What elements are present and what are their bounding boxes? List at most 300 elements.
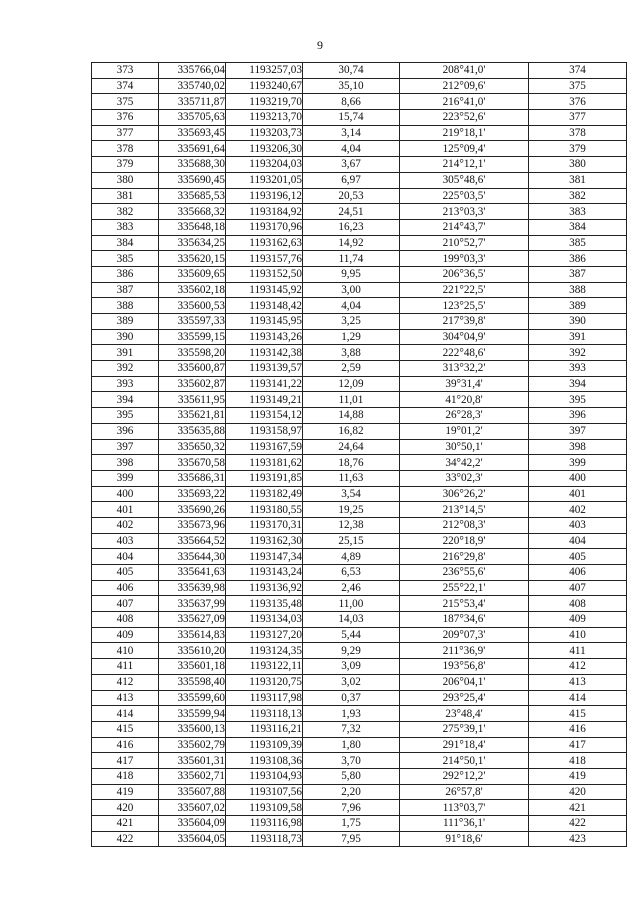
distance-cell: 25,15 [303, 533, 400, 549]
y-coordinate-cell: 1193154,12 [226, 408, 303, 424]
distance-cell: 7,96 [303, 800, 400, 816]
y-coordinate-cell: 1193170,31 [226, 517, 303, 533]
next-point-cell: 404 [529, 533, 627, 549]
table-row [92, 596, 627, 612]
point-number-cell: 376 [92, 110, 159, 126]
bearing-cell: 199°03,3' [400, 251, 529, 267]
point-number-cell: 403 [92, 533, 159, 549]
point-number-cell: 392 [92, 361, 159, 377]
next-point-cell: 419 [529, 768, 627, 784]
bearing-cell: 219°18,1' [400, 125, 529, 141]
y-coordinate-cell: 1193191,85 [226, 470, 303, 486]
page-number: 9 [317, 38, 323, 52]
x-coordinate-cell: 335711,87 [159, 94, 226, 110]
y-coordinate-cell: 1193182,49 [226, 486, 303, 502]
point-number-cell: 420 [92, 800, 159, 816]
next-point-cell: 420 [529, 784, 627, 800]
distance-cell: 6,53 [303, 565, 400, 581]
distance-cell: 9,95 [303, 266, 400, 282]
distance-cell: 1,93 [303, 706, 400, 722]
x-coordinate-cell: 335670,58 [159, 455, 226, 471]
point-number-cell: 417 [92, 753, 159, 769]
next-point-cell: 399 [529, 455, 627, 471]
distance-cell: 3,00 [303, 282, 400, 298]
y-coordinate-cell: 1193162,63 [226, 235, 303, 251]
distance-cell: 2,59 [303, 361, 400, 377]
x-coordinate-cell: 335599,15 [159, 329, 226, 345]
x-coordinate-cell: 335685,53 [159, 188, 226, 204]
bearing-cell: 212°08,3' [400, 517, 529, 533]
table-row [92, 565, 627, 581]
point-number-cell: 384 [92, 235, 159, 251]
y-coordinate-cell: 1193143,24 [226, 565, 303, 581]
next-point-cell: 382 [529, 188, 627, 204]
x-coordinate-cell: 335598,40 [159, 674, 226, 690]
bearing-cell: 213°03,3' [400, 204, 529, 220]
y-coordinate-cell: 1193158,97 [226, 423, 303, 439]
y-coordinate-cell: 1193109,39 [226, 737, 303, 753]
next-point-cell: 417 [529, 737, 627, 753]
bearing-cell: 215°53,4' [400, 596, 529, 612]
bearing-cell: 293°25,4' [400, 690, 529, 706]
bearing-cell: 306°26,2' [400, 486, 529, 502]
x-coordinate-cell: 335644,30 [159, 549, 226, 565]
table-row [92, 486, 627, 502]
table-row [92, 329, 627, 345]
x-coordinate-cell: 335621,81 [159, 408, 226, 424]
y-coordinate-cell: 1193184,92 [226, 204, 303, 220]
table-row [92, 753, 627, 769]
bearing-cell: 30°50,1' [400, 439, 529, 455]
next-point-cell: 416 [529, 721, 627, 737]
x-coordinate-cell: 335766,04 [159, 63, 226, 79]
point-number-cell: 378 [92, 141, 159, 157]
bearing-cell: 34°42,2' [400, 455, 529, 471]
distance-cell: 0,37 [303, 690, 400, 706]
distance-cell: 4,89 [303, 549, 400, 565]
distance-cell: 14,88 [303, 408, 400, 424]
next-point-cell: 389 [529, 298, 627, 314]
bearing-cell: 223°52,6' [400, 110, 529, 126]
x-coordinate-cell: 335693,22 [159, 486, 226, 502]
table-row [92, 63, 627, 79]
distance-cell: 12,38 [303, 517, 400, 533]
next-point-cell: 412 [529, 659, 627, 675]
table-row [92, 721, 627, 737]
next-point-cell: 409 [529, 612, 627, 628]
point-number-cell: 409 [92, 627, 159, 643]
distance-cell: 12,09 [303, 376, 400, 392]
table-row [92, 674, 627, 690]
bearing-cell: 216°41,0' [400, 94, 529, 110]
table-row [92, 706, 627, 722]
point-number-cell: 383 [92, 219, 159, 235]
y-coordinate-cell: 1193122,11 [226, 659, 303, 675]
y-coordinate-cell: 1193152,50 [226, 266, 303, 282]
x-coordinate-cell: 335693,45 [159, 125, 226, 141]
table-row [92, 439, 627, 455]
x-coordinate-cell: 335598,20 [159, 345, 226, 361]
x-coordinate-cell: 335602,87 [159, 376, 226, 392]
x-coordinate-cell: 335650,32 [159, 439, 226, 455]
distance-cell: 1,29 [303, 329, 400, 345]
next-point-cell: 401 [529, 486, 627, 502]
next-point-cell: 391 [529, 329, 627, 345]
next-point-cell: 375 [529, 78, 627, 94]
point-number-cell: 391 [92, 345, 159, 361]
next-point-cell: 407 [529, 580, 627, 596]
point-number-cell: 396 [92, 423, 159, 439]
x-coordinate-cell: 335740,02 [159, 78, 226, 94]
bearing-cell: 214°43,7' [400, 219, 529, 235]
bearing-cell: 291°18,4' [400, 737, 529, 753]
x-coordinate-cell: 335601,31 [159, 753, 226, 769]
table-row [92, 141, 627, 157]
y-coordinate-cell: 1193116,98 [226, 816, 303, 832]
next-point-cell: 396 [529, 408, 627, 424]
y-coordinate-cell: 1193148,42 [226, 298, 303, 314]
point-number-cell: 419 [92, 784, 159, 800]
y-coordinate-cell: 1193257,03 [226, 63, 303, 79]
point-number-cell: 402 [92, 517, 159, 533]
point-number-cell: 386 [92, 266, 159, 282]
point-number-cell: 389 [92, 314, 159, 330]
y-coordinate-cell: 1193117,98 [226, 690, 303, 706]
bearing-cell: 193°56,8' [400, 659, 529, 675]
bearing-cell: 26°57,8' [400, 784, 529, 800]
bearing-cell: 19°01,2' [400, 423, 529, 439]
point-number-cell: 395 [92, 408, 159, 424]
table-row [92, 659, 627, 675]
y-coordinate-cell: 1193219,70 [226, 94, 303, 110]
distance-cell: 3,25 [303, 314, 400, 330]
table-row [92, 455, 627, 471]
y-coordinate-cell: 1193136,92 [226, 580, 303, 596]
next-point-cell: 403 [529, 517, 627, 533]
point-number-cell: 379 [92, 157, 159, 173]
bearing-cell: 292°12,2' [400, 768, 529, 784]
distance-cell: 18,76 [303, 455, 400, 471]
distance-cell: 4,04 [303, 298, 400, 314]
y-coordinate-cell: 1193104,93 [226, 768, 303, 784]
table-row [92, 266, 627, 282]
table-row [92, 643, 627, 659]
bearing-cell: 111°36,1' [400, 816, 529, 832]
y-coordinate-cell: 1193139,57 [226, 361, 303, 377]
bearing-cell: 304°04,9' [400, 329, 529, 345]
x-coordinate-cell: 335611,95 [159, 392, 226, 408]
y-coordinate-cell: 1193142,38 [226, 345, 303, 361]
point-number-cell: 410 [92, 643, 159, 659]
bearing-cell: 123°25,5' [400, 298, 529, 314]
next-point-cell: 381 [529, 172, 627, 188]
distance-cell: 4,04 [303, 141, 400, 157]
bearing-cell: 213°14,5' [400, 502, 529, 518]
point-number-cell: 375 [92, 94, 159, 110]
table-row [92, 800, 627, 816]
point-number-cell: 373 [92, 63, 159, 79]
next-point-cell: 374 [529, 63, 627, 79]
bearing-cell: 33°02,3' [400, 470, 529, 486]
x-coordinate-cell: 335600,87 [159, 361, 226, 377]
point-number-cell: 381 [92, 188, 159, 204]
distance-cell: 3,54 [303, 486, 400, 502]
next-point-cell: 388 [529, 282, 627, 298]
table-row [92, 376, 627, 392]
point-number-cell: 413 [92, 690, 159, 706]
point-number-cell: 406 [92, 580, 159, 596]
distance-cell: 3,88 [303, 345, 400, 361]
next-point-cell: 423 [529, 831, 627, 847]
table-row [92, 408, 627, 424]
point-number-cell: 412 [92, 674, 159, 690]
coordinates-table-body [92, 63, 627, 847]
x-coordinate-cell: 335688,30 [159, 157, 226, 173]
x-coordinate-cell: 335610,20 [159, 643, 226, 659]
x-coordinate-cell: 335602,79 [159, 737, 226, 753]
next-point-cell: 410 [529, 627, 627, 643]
next-point-cell: 413 [529, 674, 627, 690]
table-row [92, 831, 627, 847]
bearing-cell: 125°09,4' [400, 141, 529, 157]
distance-cell: 7,32 [303, 721, 400, 737]
next-point-cell: 397 [529, 423, 627, 439]
x-coordinate-cell: 335690,45 [159, 172, 226, 188]
point-number-cell: 421 [92, 816, 159, 832]
next-point-cell: 379 [529, 141, 627, 157]
next-point-cell: 398 [529, 439, 627, 455]
bearing-cell: 113°03,7' [400, 800, 529, 816]
table-row [92, 157, 627, 173]
bearing-cell: 41°20,8' [400, 392, 529, 408]
point-number-cell: 414 [92, 706, 159, 722]
x-coordinate-cell: 335597,33 [159, 314, 226, 330]
point-number-cell: 385 [92, 251, 159, 267]
bearing-cell: 220°18,9' [400, 533, 529, 549]
x-coordinate-cell: 335599,94 [159, 706, 226, 722]
x-coordinate-cell: 335648,18 [159, 219, 226, 235]
y-coordinate-cell: 1193147,34 [226, 549, 303, 565]
point-number-cell: 415 [92, 721, 159, 737]
x-coordinate-cell: 335641,63 [159, 565, 226, 581]
bearing-cell: 255°22,1' [400, 580, 529, 596]
table-row [92, 627, 627, 643]
table-row [92, 517, 627, 533]
bearing-cell: 26°28,3' [400, 408, 529, 424]
x-coordinate-cell: 335609,65 [159, 266, 226, 282]
bearing-cell: 211°36,9' [400, 643, 529, 659]
distance-cell: 11,01 [303, 392, 400, 408]
bearing-cell: 206°04,1' [400, 674, 529, 690]
x-coordinate-cell: 335601,18 [159, 659, 226, 675]
next-point-cell: 378 [529, 125, 627, 141]
bearing-cell: 91°18,6' [400, 831, 529, 847]
distance-cell: 24,51 [303, 204, 400, 220]
distance-cell: 16,23 [303, 219, 400, 235]
distance-cell: 3,67 [303, 157, 400, 173]
bearing-cell: 208°41,0' [400, 63, 529, 79]
y-coordinate-cell: 1193120,75 [226, 674, 303, 690]
distance-cell: 35,10 [303, 78, 400, 94]
table-row [92, 392, 627, 408]
table-row [92, 314, 627, 330]
x-coordinate-cell: 335691,64 [159, 141, 226, 157]
distance-cell: 1,80 [303, 737, 400, 753]
y-coordinate-cell: 1193143,26 [226, 329, 303, 345]
table-row [92, 204, 627, 220]
table-row [92, 533, 627, 549]
point-number-cell: 377 [92, 125, 159, 141]
bearing-cell: 214°50,1' [400, 753, 529, 769]
next-point-cell: 393 [529, 361, 627, 377]
point-number-cell: 399 [92, 470, 159, 486]
bearing-cell: 275°39,1' [400, 721, 529, 737]
distance-cell: 24,64 [303, 439, 400, 455]
y-coordinate-cell: 1193204,03 [226, 157, 303, 173]
y-coordinate-cell: 1193141,22 [226, 376, 303, 392]
bearing-cell: 222°48,6' [400, 345, 529, 361]
y-coordinate-cell: 1193124,35 [226, 643, 303, 659]
point-number-cell: 397 [92, 439, 159, 455]
y-coordinate-cell: 1193116,21 [226, 721, 303, 737]
next-point-cell: 411 [529, 643, 627, 659]
next-point-cell: 387 [529, 266, 627, 282]
y-coordinate-cell: 1193201,05 [226, 172, 303, 188]
y-coordinate-cell: 1193162,30 [226, 533, 303, 549]
point-number-cell: 400 [92, 486, 159, 502]
x-coordinate-cell: 335635,88 [159, 423, 226, 439]
next-point-cell: 386 [529, 251, 627, 267]
x-coordinate-cell: 335673,96 [159, 517, 226, 533]
bearing-cell: 206°36,5' [400, 266, 529, 282]
y-coordinate-cell: 1193181,62 [226, 455, 303, 471]
bearing-cell: 236°55,6' [400, 565, 529, 581]
distance-cell: 5,44 [303, 627, 400, 643]
distance-cell: 11,74 [303, 251, 400, 267]
x-coordinate-cell: 335627,09 [159, 612, 226, 628]
table-row [92, 549, 627, 565]
x-coordinate-cell: 335639,98 [159, 580, 226, 596]
distance-cell: 5,80 [303, 768, 400, 784]
point-number-cell: 401 [92, 502, 159, 518]
y-coordinate-cell: 1193206,30 [226, 141, 303, 157]
next-point-cell: 406 [529, 565, 627, 581]
y-coordinate-cell: 1193118,13 [226, 706, 303, 722]
y-coordinate-cell: 1193134,03 [226, 612, 303, 628]
point-number-cell: 394 [92, 392, 159, 408]
next-point-cell: 421 [529, 800, 627, 816]
next-point-cell: 422 [529, 816, 627, 832]
distance-cell: 7,95 [303, 831, 400, 847]
distance-cell: 16,82 [303, 423, 400, 439]
distance-cell: 11,00 [303, 596, 400, 612]
coordinates-table [91, 62, 627, 847]
point-number-cell: 416 [92, 737, 159, 753]
y-coordinate-cell: 1193167,59 [226, 439, 303, 455]
distance-cell: 3,09 [303, 659, 400, 675]
distance-cell: 20,53 [303, 188, 400, 204]
table-row [92, 784, 627, 800]
x-coordinate-cell: 335690,26 [159, 502, 226, 518]
distance-cell: 14,03 [303, 612, 400, 628]
bearing-cell: 23°48,4' [400, 706, 529, 722]
x-coordinate-cell: 335607,02 [159, 800, 226, 816]
distance-cell: 2,46 [303, 580, 400, 596]
y-coordinate-cell: 1193180,55 [226, 502, 303, 518]
bearing-cell: 212°09,6' [400, 78, 529, 94]
distance-cell: 8,66 [303, 94, 400, 110]
point-number-cell: 422 [92, 831, 159, 847]
next-point-cell: 405 [529, 549, 627, 565]
distance-cell: 14,92 [303, 235, 400, 251]
x-coordinate-cell: 335600,53 [159, 298, 226, 314]
x-coordinate-cell: 335602,71 [159, 768, 226, 784]
bearing-cell: 216°29,8' [400, 549, 529, 565]
table-row [92, 580, 627, 596]
x-coordinate-cell: 335664,52 [159, 533, 226, 549]
table-row [92, 502, 627, 518]
y-coordinate-cell: 1193149,21 [226, 392, 303, 408]
point-number-cell: 408 [92, 612, 159, 628]
point-number-cell: 382 [92, 204, 159, 220]
next-point-cell: 418 [529, 753, 627, 769]
x-coordinate-cell: 335668,32 [159, 204, 226, 220]
y-coordinate-cell: 1193145,95 [226, 314, 303, 330]
table-row [92, 188, 627, 204]
distance-cell: 6,97 [303, 172, 400, 188]
point-number-cell: 404 [92, 549, 159, 565]
point-number-cell: 398 [92, 455, 159, 471]
distance-cell: 3,70 [303, 753, 400, 769]
distance-cell: 3,14 [303, 125, 400, 141]
table-row [92, 298, 627, 314]
table-row [92, 816, 627, 832]
y-coordinate-cell: 1193170,96 [226, 219, 303, 235]
x-coordinate-cell: 335602,18 [159, 282, 226, 298]
table-row [92, 690, 627, 706]
x-coordinate-cell: 335599,60 [159, 690, 226, 706]
point-number-cell: 411 [92, 659, 159, 675]
point-number-cell: 387 [92, 282, 159, 298]
x-coordinate-cell: 335614,83 [159, 627, 226, 643]
next-point-cell: 395 [529, 392, 627, 408]
x-coordinate-cell: 335607,88 [159, 784, 226, 800]
x-coordinate-cell: 335705,63 [159, 110, 226, 126]
bearing-cell: 217°39,8' [400, 314, 529, 330]
point-number-cell: 393 [92, 376, 159, 392]
y-coordinate-cell: 1193108,36 [226, 753, 303, 769]
point-number-cell: 407 [92, 596, 159, 612]
table-row [92, 470, 627, 486]
x-coordinate-cell: 335604,05 [159, 831, 226, 847]
y-coordinate-cell: 1193203,73 [226, 125, 303, 141]
next-point-cell: 402 [529, 502, 627, 518]
table-row [92, 94, 627, 110]
y-coordinate-cell: 1193107,56 [226, 784, 303, 800]
next-point-cell: 415 [529, 706, 627, 722]
next-point-cell: 394 [529, 376, 627, 392]
table-row [92, 423, 627, 439]
bearing-cell: 39°31,4' [400, 376, 529, 392]
next-point-cell: 377 [529, 110, 627, 126]
distance-cell: 30,74 [303, 63, 400, 79]
next-point-cell: 414 [529, 690, 627, 706]
table-row [92, 251, 627, 267]
table-row [92, 737, 627, 753]
point-number-cell: 380 [92, 172, 159, 188]
table-row [92, 110, 627, 126]
point-number-cell: 374 [92, 78, 159, 94]
